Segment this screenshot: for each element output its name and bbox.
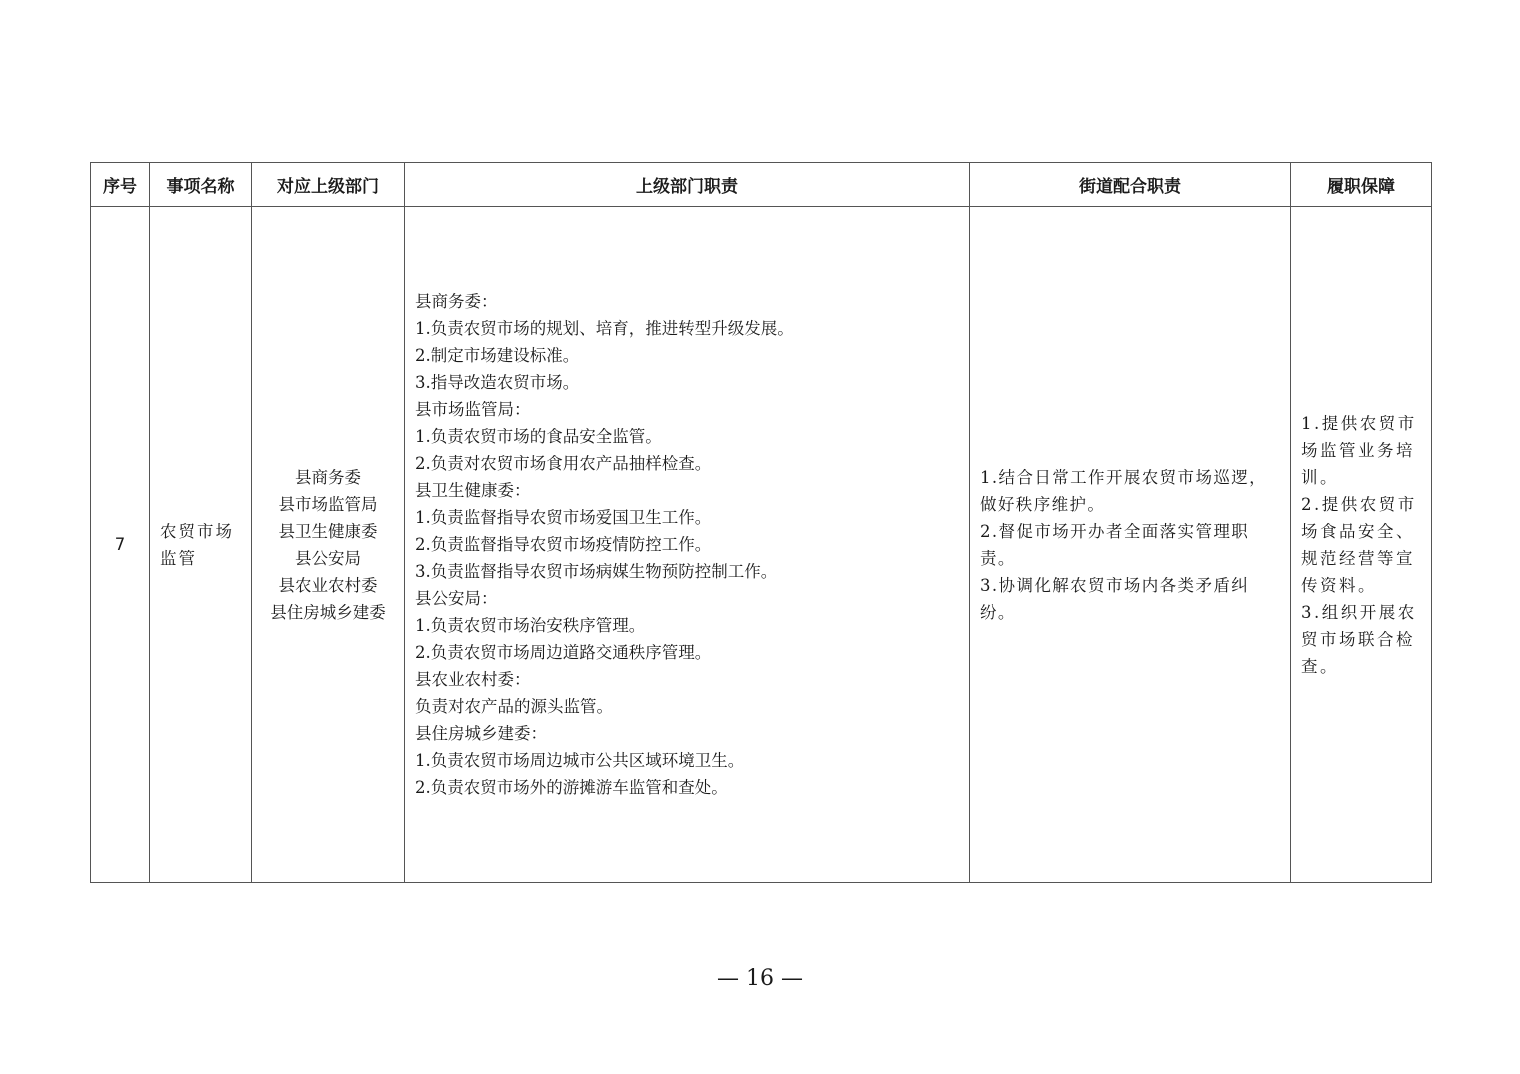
guarantee-line: 1.提供农贸市场监管业务培训。 <box>1301 413 1417 487</box>
duty-line: 县卫生健康委： <box>415 481 531 500</box>
duty-line: 3.指导改造农贸市场。 <box>415 373 580 392</box>
header-guarantee: 履职保障 <box>1291 163 1432 207</box>
duty-line: 1.负责监督指导农贸市场爱国卫生工作。 <box>415 508 712 527</box>
department-line: 县农业农村委 <box>278 575 378 595</box>
header-seq: 序号 <box>91 163 150 207</box>
street-duty-line: 1.结合日常工作开展农贸市场巡逻，做好秩序维护。 <box>980 467 1268 514</box>
duty-line: 1.负责农贸市场的规划、培育，推进转型升级发展。 <box>415 319 794 338</box>
duty-line: 2.负责监督指导农贸市场疫情防控工作。 <box>415 535 712 554</box>
department-line: 县卫生健康委 <box>278 521 378 541</box>
responsibility-table <box>90 162 1432 883</box>
duty-line: 2.负责对农贸市场食用农产品抽样检查。 <box>415 454 712 473</box>
duty-line: 县农业农村委： <box>415 670 531 689</box>
cell-superior-duties <box>405 207 970 883</box>
duty-line: 县公安局： <box>415 589 498 608</box>
page-number: — 16 — <box>717 966 803 991</box>
cell-seq: 7 <box>91 207 150 883</box>
cell-street-duties <box>970 207 1291 883</box>
duty-line: 2.负责农贸市场周边道路交通秩序管理。 <box>415 643 712 662</box>
duty-line: 1.负责农贸市场的食品安全监管。 <box>415 427 662 446</box>
department-line: 县住房城乡建委 <box>270 602 386 622</box>
duty-line: 2.制定市场建设标准。 <box>415 346 580 365</box>
cell-guarantee <box>1291 207 1432 883</box>
duty-line: 县住房城乡建委： <box>415 724 547 743</box>
duty-line: 3.负责监督指导农贸市场病媒生物预防控制工作。 <box>415 562 778 581</box>
header-superior-department: 对应上级部门 <box>252 163 405 207</box>
header-item-name: 事项名称 <box>150 163 252 207</box>
duty-line: 县商务委： <box>415 292 498 311</box>
cell-item-name: 农贸市场监管 <box>150 207 252 883</box>
duty-line: 1.负责农贸市场周边城市公共区域环境卫生。 <box>415 751 745 770</box>
table-row <box>91 207 1432 883</box>
duty-line: 2.负责农贸市场外的游摊游车监管和查处。 <box>415 778 728 797</box>
street-duty-line: 2.督促市场开办者全面落实管理职责。 <box>980 521 1250 568</box>
duty-line: 1.负责农贸市场治安秩序管理。 <box>415 616 646 635</box>
department-line: 县市场监管局 <box>278 494 378 514</box>
department-line: 县公安局 <box>295 548 361 568</box>
guarantee-line: 2.提供农贸市场食品安全、规范经营等宣传资料。 <box>1301 494 1417 595</box>
cell-departments <box>252 207 405 883</box>
table-header-row <box>91 163 1432 207</box>
duty-line: 负责对农产品的源头监管。 <box>415 697 613 716</box>
header-street-duties: 街道配合职责 <box>970 163 1291 207</box>
street-duty-line: 3.协调化解农贸市场内各类矛盾纠纷。 <box>980 575 1250 622</box>
duty-line: 县市场监管局： <box>415 400 531 419</box>
guarantee-line: 3.组织开展农贸市场联合检查。 <box>1301 602 1417 676</box>
department-line: 县商务委 <box>295 467 361 487</box>
header-superior-duties: 上级部门职责 <box>405 163 970 207</box>
